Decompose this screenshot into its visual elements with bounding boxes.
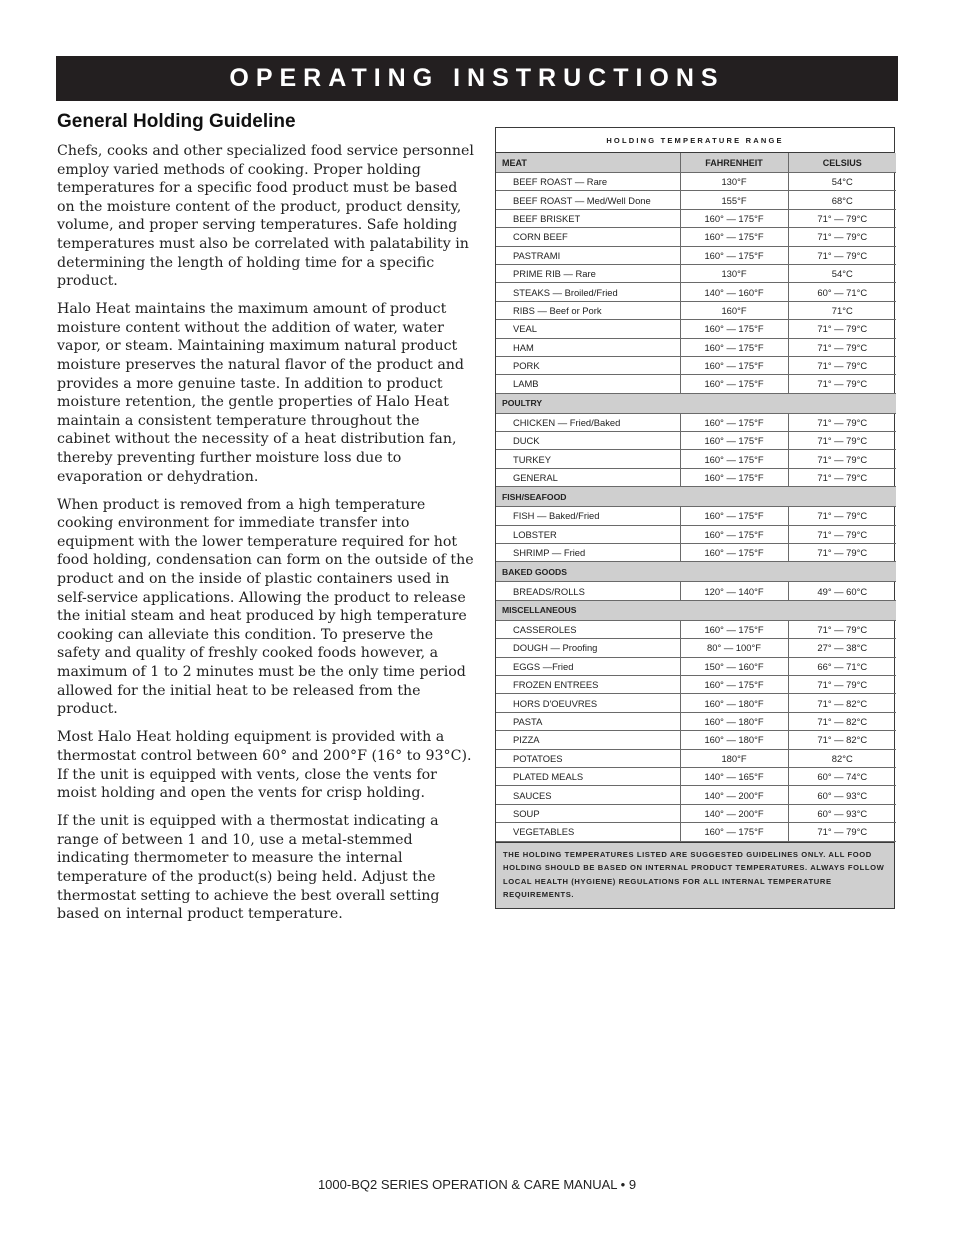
celsius-cell: 60° — 93°C: [788, 804, 896, 822]
celsius-cell: 71° — 79°C: [788, 432, 896, 450]
fahrenheit-cell: 160° — 175°F: [680, 413, 788, 431]
table-row: [496, 338, 896, 356]
fahrenheit-cell: 160° — 175°F: [680, 432, 788, 450]
table-row: [496, 468, 896, 486]
table-row: [496, 639, 896, 657]
table-note: THE HOLDING TEMPERATURES LISTED ARE SUGGESTED GUIDELINES ONLY. ALL FOOD HOLDING SHOULD BE BASED ON INTERNAL PRODUCT TEMPERATURES. ALWAYS FOLLOW LOCAL HEALTH (HYGIENE) REGULATIONS FOR ALL INTERNAL TEMPERATURE REQUIREMENTS.: [496, 842, 894, 908]
celsius-cell: 71° — 82°C: [788, 731, 896, 749]
table-row: [496, 432, 896, 450]
celsius-cell: 82°C: [788, 749, 896, 767]
food-item-cell: SOUP: [496, 804, 680, 822]
fahrenheit-cell: 160° — 175°F: [680, 620, 788, 638]
table-row: [496, 786, 896, 804]
celsius-cell: 71° — 79°C: [788, 413, 896, 431]
food-item-cell: RIBS — Beef or Pork: [496, 301, 680, 319]
table-row: [496, 301, 896, 319]
table-row: [496, 694, 896, 712]
fahrenheit-cell: 160° — 175°F: [680, 450, 788, 468]
celsius-cell: 71° — 79°C: [788, 338, 896, 356]
celsius-cell: 54°C: [788, 264, 896, 282]
table-row: [496, 544, 896, 562]
food-item-cell: PLATED MEALS: [496, 767, 680, 785]
table-row: [496, 375, 896, 393]
food-item-cell: CASSEROLES: [496, 620, 680, 638]
food-item-cell: GENERAL: [496, 468, 680, 486]
food-item-cell: FROZEN ENTREES: [496, 675, 680, 693]
fahrenheit-cell: 160° — 175°F: [680, 356, 788, 374]
food-item-cell: BEEF BRISKET: [496, 209, 680, 227]
fahrenheit-cell: 160° — 180°F: [680, 712, 788, 730]
header-row: [496, 153, 896, 173]
celsius-cell: 66° — 71°C: [788, 657, 896, 675]
celsius-cell: 71° — 79°C: [788, 320, 896, 338]
category-label: FISH/SEAFOOD: [496, 487, 896, 507]
fahrenheit-cell: 140° — 160°F: [680, 283, 788, 301]
fahrenheit-cell: 160° — 175°F: [680, 338, 788, 356]
celsius-cell: 71° — 79°C: [788, 468, 896, 486]
celsius-cell: 71° — 79°C: [788, 375, 896, 393]
food-item-cell: VEGETABLES: [496, 823, 680, 841]
table-row: [496, 657, 896, 675]
celsius-cell: 60° — 74°C: [788, 767, 896, 785]
celsius-cell: 71° — 79°C: [788, 675, 896, 693]
food-item-cell: HAM: [496, 338, 680, 356]
section-title: General Holding Guideline: [57, 111, 296, 132]
fahrenheit-cell: 160° — 180°F: [680, 694, 788, 712]
table-row: [496, 525, 896, 543]
food-item-cell: PASTRAMI: [496, 246, 680, 264]
celsius-cell: 71° — 79°C: [788, 525, 896, 543]
table-row: [496, 804, 896, 822]
table-row: [496, 191, 896, 209]
table-row: [496, 620, 896, 638]
table-row: [496, 823, 896, 841]
food-item-cell: PIZZA: [496, 731, 680, 749]
paragraph: Most Halo Heat holding equipment is provided with a thermostat control between 60° and 200°F (16° to 93°C). If the unit is equipped with vents, close the vents for moist holding and open the vents for crisp holding.: [57, 729, 472, 802]
column-header-celsius: CELSIUS: [788, 153, 896, 173]
holding-temperature-table: [495, 127, 895, 909]
fahrenheit-cell: 160° — 175°F: [680, 246, 788, 264]
food-item-cell: PRIME RIB — Rare: [496, 264, 680, 282]
table-row: [496, 173, 896, 191]
food-item-cell: SAUCES: [496, 786, 680, 804]
fahrenheit-cell: 160° — 180°F: [680, 731, 788, 749]
food-item-cell: CHICKEN — Fried/Baked: [496, 413, 680, 431]
category-label: POULTRY: [496, 393, 896, 413]
fahrenheit-cell: 160° — 175°F: [680, 525, 788, 543]
food-item-cell: FISH — Baked/Fried: [496, 507, 680, 525]
fahrenheit-cell: 160° — 175°F: [680, 468, 788, 486]
table-row: [496, 356, 896, 374]
celsius-cell: 71° — 79°C: [788, 507, 896, 525]
fahrenheit-cell: 180°F: [680, 749, 788, 767]
fahrenheit-cell: 150° — 160°F: [680, 657, 788, 675]
table-title: HOLDING TEMPERATURE RANGE: [496, 128, 894, 153]
category-row: [496, 393, 896, 413]
table-row: [496, 228, 896, 246]
fahrenheit-cell: 120° — 140°F: [680, 582, 788, 600]
page-banner: OPERATING INSTRUCTIONS: [56, 56, 898, 101]
category-row: [496, 487, 896, 507]
table-row: [496, 712, 896, 730]
celsius-cell: 71° — 79°C: [788, 228, 896, 246]
category-row: [496, 600, 896, 620]
fahrenheit-cell: 130°F: [680, 264, 788, 282]
fahrenheit-cell: 160° — 175°F: [680, 823, 788, 841]
temperature-grid: [496, 153, 896, 842]
table-row: [496, 582, 896, 600]
food-item-cell: STEAKS — Broiled/Fried: [496, 283, 680, 301]
food-item-cell: PORK: [496, 356, 680, 374]
food-item-cell: EGGS —Fried: [496, 657, 680, 675]
celsius-cell: 49° — 60°C: [788, 582, 896, 600]
fahrenheit-cell: 160° — 175°F: [680, 209, 788, 227]
fahrenheit-cell: 140° — 200°F: [680, 804, 788, 822]
celsius-cell: 27° — 38°C: [788, 639, 896, 657]
column-header-fahrenheit: FAHRENHEIT: [680, 153, 788, 173]
category-label: BAKED GOODS: [496, 562, 896, 582]
fahrenheit-cell: 160°F: [680, 301, 788, 319]
table-row: [496, 675, 896, 693]
page-footer: 1000-BQ2 SERIES OPERATION & CARE MANUAL • 9: [317, 1177, 637, 1192]
celsius-cell: 71° — 79°C: [788, 620, 896, 638]
fahrenheit-cell: 160° — 175°F: [680, 228, 788, 246]
table-row: [496, 283, 896, 301]
celsius-cell: 71° — 79°C: [788, 544, 896, 562]
food-item-cell: BREADS/ROLLS: [496, 582, 680, 600]
fahrenheit-cell: 80° — 100°F: [680, 639, 788, 657]
fahrenheit-cell: 155°F: [680, 191, 788, 209]
celsius-cell: 60° — 93°C: [788, 786, 896, 804]
table-row: [496, 264, 896, 282]
food-item-cell: PASTA: [496, 712, 680, 730]
celsius-cell: 68°C: [788, 191, 896, 209]
celsius-cell: 71° — 79°C: [788, 246, 896, 264]
fahrenheit-cell: 160° — 175°F: [680, 320, 788, 338]
fahrenheit-cell: 160° — 175°F: [680, 507, 788, 525]
paragraph: If the unit is equipped with a thermostat indicating a range of between 1 and 10, use a metal-stemmed indicating thermometer to measure the internal temperature of the product(s) being held. Adjust the thermostat setting to achieve the best overall setting based on internal product temperature.: [57, 813, 440, 923]
table-row: [496, 246, 896, 264]
food-item-cell: BEEF ROAST — Rare: [496, 173, 680, 191]
category-label: MISCELLANEOUS: [496, 600, 896, 620]
body-text: [57, 142, 475, 933]
table-row: [496, 507, 896, 525]
food-item-cell: TURKEY: [496, 450, 680, 468]
fahrenheit-cell: 130°F: [680, 173, 788, 191]
food-item-cell: LAMB: [496, 375, 680, 393]
paragraph: When product is removed from a high temperature cooking environment for immediate transfer into equipment with the lower temperature required for hot food holding, condensation can form on the outside of the product and on the inside of plastic containers used in self-service applications. Allowing the product to release the initial steam and heat produced by high temperature cooking can alleviate this condition. To preserve the safety and quality of freshly cooked foods however, a maximum of 1 to 2 minutes must be the only time period allowed for the initial heat to be released from the product.: [57, 496, 474, 718]
celsius-cell: 71° — 79°C: [788, 823, 896, 841]
table-row: [496, 413, 896, 431]
category-row: [496, 562, 896, 582]
celsius-cell: 71° — 79°C: [788, 209, 896, 227]
column-header-meat: MEAT: [496, 153, 680, 173]
celsius-cell: 71° — 82°C: [788, 712, 896, 730]
table-row: [496, 731, 896, 749]
food-item-cell: CORN BEEF: [496, 228, 680, 246]
table-row: [496, 767, 896, 785]
table-row: [496, 209, 896, 227]
table-row: [496, 749, 896, 767]
paragraph: Halo Heat maintains the maximum amount of product moisture content without the addition of water, water vapor, or steam. Maintaining maximum natural product moisture preserves the natural flavor of the product and provides a more genuine taste. In addition to product moisture retention, the gentle properties of Halo Heat maintain a consistent temperature throughout the cabinet without the necessity of a heat distribution fan, thereby preventing further moisture loss due to evaporation or dehydration.: [57, 301, 465, 485]
fahrenheit-cell: 160° — 175°F: [680, 375, 788, 393]
paragraph: Chefs, cooks and other specialized food service personnel employ varied methods of cooking. Proper holding temperatures for a specific food product must be based on the moisture content of the product, product density, volume, and proper serving temperatures. Safe holding temperatures must also be correlated with palatability in determining the length of holding time for a specific product.: [57, 143, 474, 290]
celsius-cell: 71° — 79°C: [788, 450, 896, 468]
celsius-cell: 71° — 79°C: [788, 356, 896, 374]
food-item-cell: SHRIMP — Fried: [496, 544, 680, 562]
table-row: [496, 320, 896, 338]
celsius-cell: 71°C: [788, 301, 896, 319]
table-body: [496, 153, 896, 841]
fahrenheit-cell: 140° — 165°F: [680, 767, 788, 785]
fahrenheit-cell: 160° — 175°F: [680, 675, 788, 693]
food-item-cell: POTATOES: [496, 749, 680, 767]
food-item-cell: DUCK: [496, 432, 680, 450]
food-item-cell: HORS D'OEUVRES: [496, 694, 680, 712]
table-row: [496, 450, 896, 468]
food-item-cell: VEAL: [496, 320, 680, 338]
food-item-cell: BEEF ROAST — Med/Well Done: [496, 191, 680, 209]
fahrenheit-cell: 160° — 175°F: [680, 544, 788, 562]
fahrenheit-cell: 140° — 200°F: [680, 786, 788, 804]
food-item-cell: DOUGH — Proofing: [496, 639, 680, 657]
celsius-cell: 54°C: [788, 173, 896, 191]
celsius-cell: 60° — 71°C: [788, 283, 896, 301]
food-item-cell: LOBSTER: [496, 525, 680, 543]
celsius-cell: 71° — 82°C: [788, 694, 896, 712]
